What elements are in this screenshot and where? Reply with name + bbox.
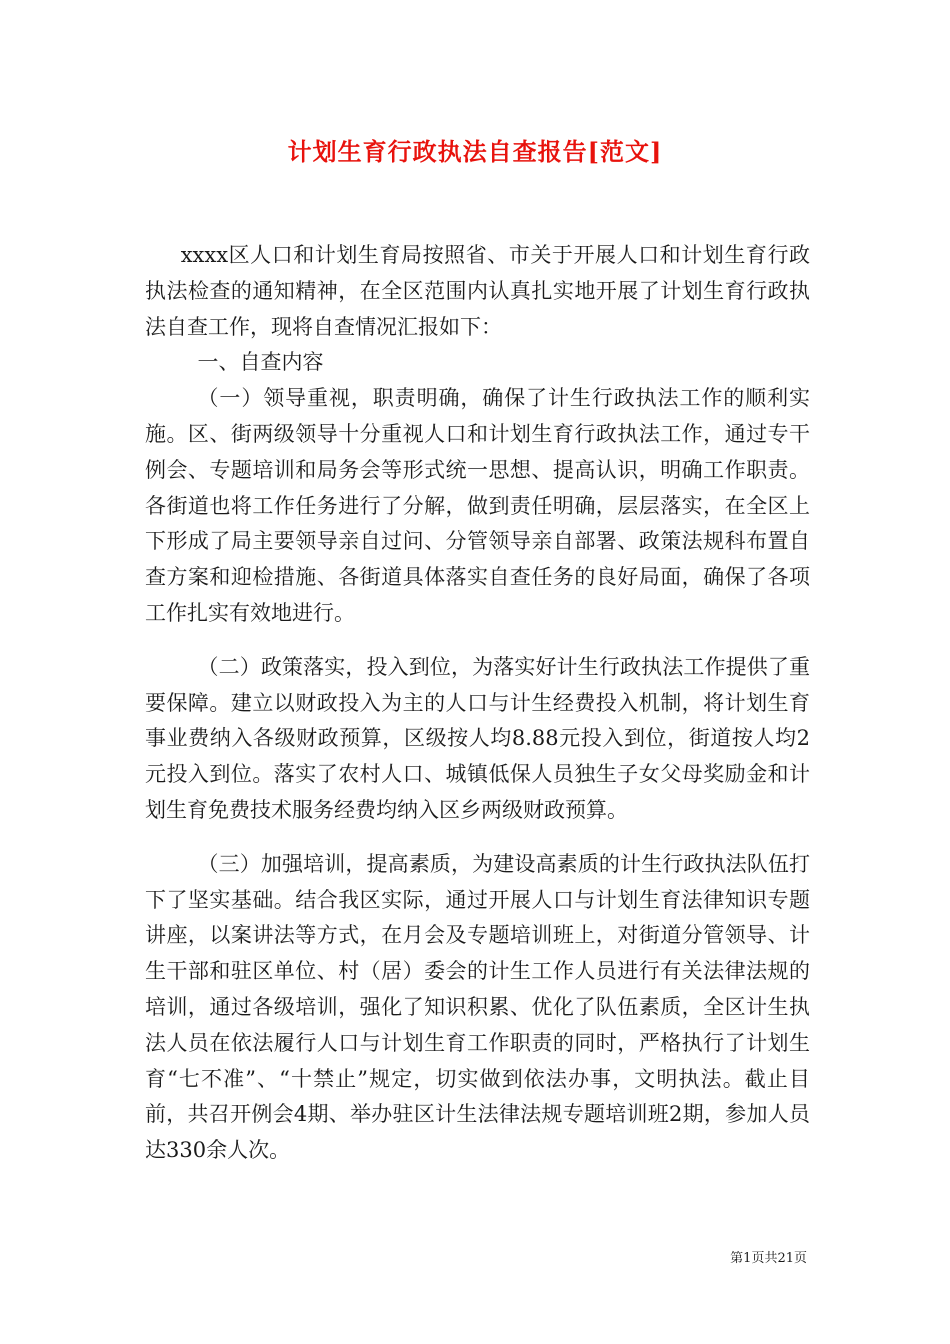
page-number: 第1页共21页 xyxy=(730,1251,807,1266)
paragraph-training: （三）加强培训，提高素质，为建设高素质的计生行政执法队伍打下了坚实基础。结合我区实际，通过开展人口与计划生育法律知识专题讲座，以案讲法等方式，在月会及专题培训班上，对街道分管领导、计生干部和驻区单位、村（居）委会的计生工作人员进行有关法律法规的培训，通过各级培训，强化了知识积累、优化了队伍素质，全区计生执法人员在依法履行人口与计划生育工作职责的同时，严格执行了计划生育“七不准”、“十禁止”规定，切实做到依法办事，文明执法。截止目前，共召开例会4期、举办驻区计生法律法规专题培训班2期，参加人员达330余人次。 xyxy=(145,851,810,1163)
intro-paragraph: xxxx区人口和计划生育局按照省、市关于开展人口和计划生育行政执法检查的通知精神，在全区范围内认真扎实地开展了计划生育行政执法自查工作，现将自查情况汇报如下： xyxy=(145,243,810,339)
document-title: 计划生育行政执法自查报告[范文] xyxy=(287,137,663,166)
paragraph-spacer xyxy=(145,829,810,847)
document-body xyxy=(145,238,810,1169)
paragraph-leadership: （一）领导重视，职责明确，确保了计生行政执法工作的顺利实施。区、街两级领导十分重视人口和计划生育行政执法工作，通过专干例会、专题培训和局务会等形式统一思想、提高认识，明确工作职责。各街道也将工作任务进行了分解，做到责任明确，层层落实，在全区上下形成了局主要领导亲自过问、分管领导亲自部署、政策法规科布置自查方案和迎检措施、各街道具体落实自查任务的良好局面，确保了各项工作扎实有效地进行。 xyxy=(145,386,810,625)
paragraph-policy: （二）政策落实，投入到位，为落实好计生行政执法工作提供了重要保障。建立以财政投入为主的人口与计生经费投入机制，将计划生育事业费纳入各级财政预算，区级按人均8.88元投入到位，街道按人均2元投入到位。落实了农村人口、城镇低保人员独生子女父母奖励金和计划生育免费技术服务经费均纳入区乡两级财政预算。 xyxy=(145,654,810,822)
section-heading-self-check: 一、自查内容 xyxy=(197,350,324,375)
paragraph-spacer xyxy=(145,632,810,650)
